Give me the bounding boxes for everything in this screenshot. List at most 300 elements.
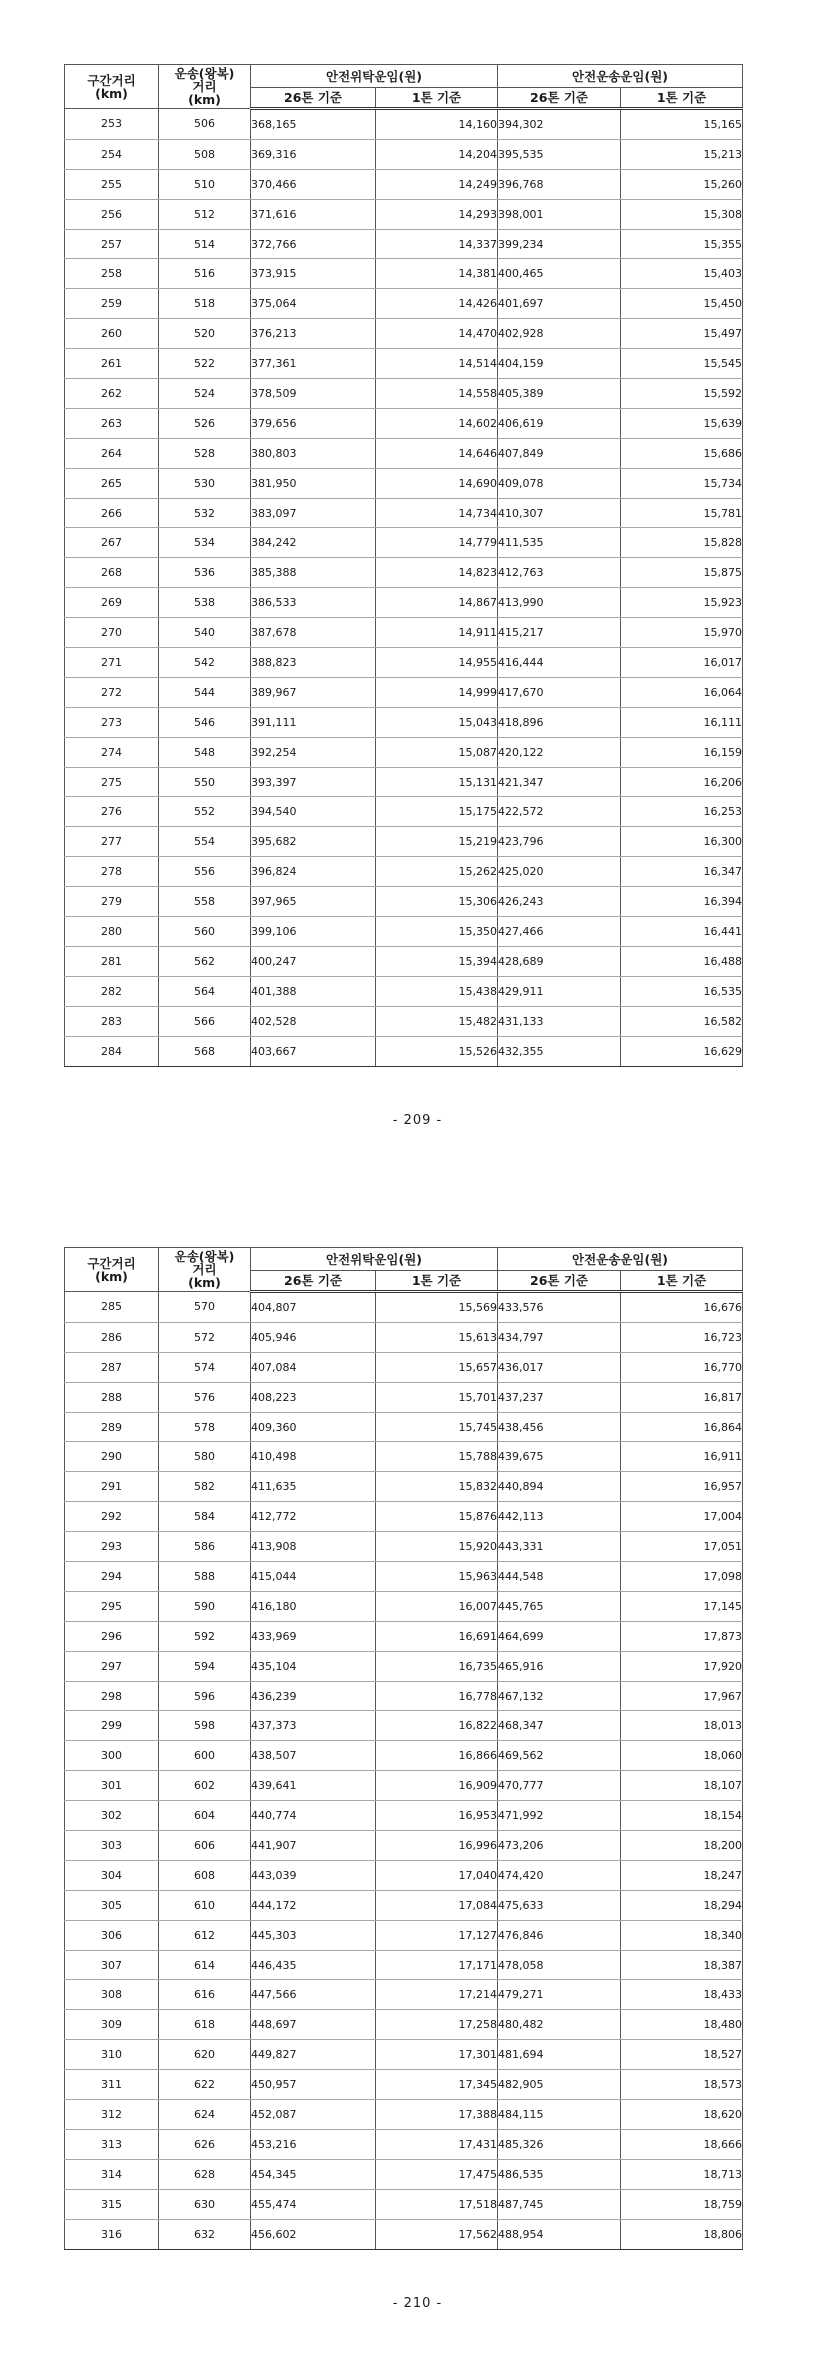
cell-transport-1t: 15,497 [621, 319, 743, 349]
cell-transport-1t: 17,873 [621, 1621, 743, 1651]
cell-section-km: 266 [65, 498, 159, 528]
table-row [65, 319, 743, 349]
cell-section-km: 312 [65, 2100, 159, 2130]
cell-consign-1t: 14,160 [376, 109, 498, 140]
table-row [65, 1562, 743, 1592]
cell-consign-1t: 15,526 [376, 1036, 498, 1066]
cell-round-trip-km: 612 [159, 1920, 251, 1950]
cell-round-trip-km: 526 [159, 408, 251, 438]
cell-consign-1t: 14,911 [376, 618, 498, 648]
header-transport-26t: 26톤 기준 [498, 1271, 621, 1292]
cell-consign-26t: 446,435 [251, 1950, 376, 1980]
cell-transport-26t: 488,954 [498, 2219, 621, 2249]
cell-transport-1t: 16,676 [621, 1292, 743, 1323]
cell-consign-1t: 16,866 [376, 1741, 498, 1771]
header-section-distance: 구간거리 (km) [65, 65, 159, 109]
cell-transport-26t: 428,689 [498, 946, 621, 976]
cell-consign-26t: 409,360 [251, 1412, 376, 1442]
cell-transport-26t: 484,115 [498, 2100, 621, 2130]
table-row [65, 1950, 743, 1980]
cell-round-trip-km: 518 [159, 289, 251, 319]
cell-consign-1t: 15,613 [376, 1322, 498, 1352]
cell-round-trip-km: 538 [159, 588, 251, 618]
cell-transport-1t: 16,394 [621, 887, 743, 917]
cell-round-trip-km: 584 [159, 1502, 251, 1532]
cell-section-km: 299 [65, 1711, 159, 1741]
cell-transport-1t: 16,017 [621, 648, 743, 678]
table-body [65, 1292, 743, 2250]
cell-consign-1t: 15,832 [376, 1472, 498, 1502]
cell-round-trip-km: 616 [159, 1980, 251, 2010]
cell-consign-1t: 17,345 [376, 2070, 498, 2100]
cell-transport-1t: 16,300 [621, 827, 743, 857]
cell-transport-1t: 16,629 [621, 1036, 743, 1066]
cell-consign-1t: 14,381 [376, 259, 498, 289]
cell-transport-1t: 16,441 [621, 917, 743, 947]
table-row [65, 408, 743, 438]
cell-round-trip-km: 568 [159, 1036, 251, 1066]
cell-consign-1t: 14,999 [376, 677, 498, 707]
cell-transport-1t: 15,165 [621, 109, 743, 140]
cell-round-trip-km: 632 [159, 2219, 251, 2249]
cell-section-km: 261 [65, 349, 159, 379]
cell-transport-26t: 470,777 [498, 1771, 621, 1801]
cell-transport-26t: 445,765 [498, 1591, 621, 1621]
table-row [65, 2219, 743, 2249]
table-row [65, 1502, 743, 1532]
cell-consign-26t: 388,823 [251, 648, 376, 678]
cell-section-km: 254 [65, 139, 159, 169]
cell-section-km: 263 [65, 408, 159, 438]
cell-consign-1t: 14,337 [376, 229, 498, 259]
cell-transport-1t: 18,480 [621, 2010, 743, 2040]
cell-transport-1t: 16,253 [621, 797, 743, 827]
cell-transport-26t: 401,697 [498, 289, 621, 319]
cell-round-trip-km: 580 [159, 1442, 251, 1472]
cell-section-km: 302 [65, 1801, 159, 1831]
cell-consign-26t: 379,656 [251, 408, 376, 438]
cell-consign-26t: 437,373 [251, 1711, 376, 1741]
cell-round-trip-km: 604 [159, 1801, 251, 1831]
cell-round-trip-km: 622 [159, 2070, 251, 2100]
cell-round-trip-km: 590 [159, 1591, 251, 1621]
cell-round-trip-km: 522 [159, 349, 251, 379]
cell-section-km: 256 [65, 199, 159, 229]
cell-transport-26t: 473,206 [498, 1831, 621, 1861]
cell-consign-26t: 444,172 [251, 1890, 376, 1920]
page-number: - 210 - [392, 2296, 443, 2311]
cell-round-trip-km: 596 [159, 1681, 251, 1711]
table-row [65, 1532, 743, 1562]
cell-section-km: 279 [65, 887, 159, 917]
cell-section-km: 297 [65, 1651, 159, 1681]
cell-consign-1t: 17,475 [376, 2159, 498, 2189]
cell-transport-1t: 15,781 [621, 498, 743, 528]
cell-transport-26t: 425,020 [498, 857, 621, 887]
table-row [65, 229, 743, 259]
cell-consign-26t: 416,180 [251, 1591, 376, 1621]
cell-transport-1t: 16,723 [621, 1322, 743, 1352]
cell-transport-1t: 18,620 [621, 2100, 743, 2130]
cell-consign-26t: 399,106 [251, 917, 376, 947]
cell-consign-26t: 378,509 [251, 379, 376, 409]
cell-consign-1t: 14,779 [376, 528, 498, 558]
cell-consign-1t: 14,293 [376, 199, 498, 229]
cell-round-trip-km: 540 [159, 618, 251, 648]
cell-section-km: 271 [65, 648, 159, 678]
cell-consign-26t: 377,361 [251, 349, 376, 379]
cell-consign-26t: 368,165 [251, 109, 376, 140]
table-row [65, 1681, 743, 1711]
cell-section-km: 296 [65, 1621, 159, 1651]
cell-transport-26t: 434,797 [498, 1322, 621, 1352]
cell-transport-1t: 16,535 [621, 976, 743, 1006]
table-row [65, 289, 743, 319]
cell-transport-1t: 17,920 [621, 1651, 743, 1681]
cell-consign-26t: 373,915 [251, 259, 376, 289]
cell-transport-26t: 398,001 [498, 199, 621, 229]
cell-transport-26t: 426,243 [498, 887, 621, 917]
table-row [65, 1860, 743, 1890]
cell-round-trip-km: 598 [159, 1711, 251, 1741]
cell-consign-26t: 454,345 [251, 2159, 376, 2189]
cell-round-trip-km: 618 [159, 2010, 251, 2040]
cell-consign-1t: 15,569 [376, 1292, 498, 1323]
cell-consign-1t: 17,171 [376, 1950, 498, 1980]
fare-table [64, 1247, 743, 2250]
table-row [65, 528, 743, 558]
cell-consign-1t: 17,258 [376, 2010, 498, 2040]
table-row [65, 797, 743, 827]
cell-consign-26t: 371,616 [251, 199, 376, 229]
cell-transport-26t: 422,572 [498, 797, 621, 827]
cell-consign-26t: 443,039 [251, 1860, 376, 1890]
cell-consign-1t: 15,920 [376, 1532, 498, 1562]
cell-section-km: 308 [65, 1980, 159, 2010]
cell-transport-26t: 464,699 [498, 1621, 621, 1651]
cell-round-trip-km: 548 [159, 737, 251, 767]
cell-consign-26t: 385,388 [251, 558, 376, 588]
table-row [65, 588, 743, 618]
cell-transport-1t: 16,347 [621, 857, 743, 887]
cell-consign-1t: 14,823 [376, 558, 498, 588]
cell-transport-1t: 16,957 [621, 1472, 743, 1502]
cell-consign-26t: 391,111 [251, 707, 376, 737]
cell-section-km: 283 [65, 1006, 159, 1036]
table-row [65, 737, 743, 767]
cell-consign-1t: 15,701 [376, 1382, 498, 1412]
cell-consign-1t: 17,562 [376, 2219, 498, 2249]
table-row [65, 498, 743, 528]
cell-transport-26t: 437,237 [498, 1382, 621, 1412]
cell-consign-1t: 16,691 [376, 1621, 498, 1651]
cell-round-trip-km: 516 [159, 259, 251, 289]
cell-transport-26t: 480,482 [498, 2010, 621, 2040]
cell-transport-1t: 15,875 [621, 558, 743, 588]
cell-round-trip-km: 602 [159, 1771, 251, 1801]
cell-consign-1t: 15,788 [376, 1442, 498, 1472]
cell-transport-1t: 17,145 [621, 1591, 743, 1621]
cell-section-km: 275 [65, 767, 159, 797]
table-row [65, 857, 743, 887]
cell-round-trip-km: 608 [159, 1860, 251, 1890]
cell-transport-26t: 420,122 [498, 737, 621, 767]
cell-transport-1t: 18,154 [621, 1801, 743, 1831]
cell-transport-26t: 406,619 [498, 408, 621, 438]
cell-transport-1t: 15,970 [621, 618, 743, 648]
cell-consign-26t: 408,223 [251, 1382, 376, 1412]
cell-consign-26t: 375,064 [251, 289, 376, 319]
cell-section-km: 303 [65, 1831, 159, 1861]
cell-consign-26t: 435,104 [251, 1651, 376, 1681]
cell-transport-1t: 15,923 [621, 588, 743, 618]
cell-section-km: 316 [65, 2219, 159, 2249]
cell-section-km: 268 [65, 558, 159, 588]
table-row [65, 2040, 743, 2070]
cell-section-km: 307 [65, 1950, 159, 1980]
cell-consign-26t: 393,397 [251, 767, 376, 797]
cell-consign-26t: 450,957 [251, 2070, 376, 2100]
cell-transport-26t: 479,271 [498, 1980, 621, 2010]
cell-transport-26t: 475,633 [498, 1890, 621, 1920]
cell-consign-26t: 396,824 [251, 857, 376, 887]
cell-consign-26t: 397,965 [251, 887, 376, 917]
table-row [65, 379, 743, 409]
cell-consign-1t: 16,996 [376, 1831, 498, 1861]
cell-section-km: 284 [65, 1036, 159, 1066]
table-row [65, 1621, 743, 1651]
cell-section-km: 281 [65, 946, 159, 976]
cell-consign-26t: 412,772 [251, 1502, 376, 1532]
table-row [65, 1006, 743, 1036]
cell-transport-26t: 412,763 [498, 558, 621, 588]
cell-consign-1t: 15,262 [376, 857, 498, 887]
cell-section-km: 272 [65, 677, 159, 707]
cell-transport-1t: 15,639 [621, 408, 743, 438]
cell-consign-26t: 381,950 [251, 468, 376, 498]
cell-section-km: 289 [65, 1412, 159, 1442]
cell-section-km: 277 [65, 827, 159, 857]
cell-consign-1t: 15,175 [376, 797, 498, 827]
cell-round-trip-km: 570 [159, 1292, 251, 1323]
cell-round-trip-km: 514 [159, 229, 251, 259]
cell-consign-26t: 376,213 [251, 319, 376, 349]
cell-section-km: 280 [65, 917, 159, 947]
table-row [65, 1890, 743, 1920]
cell-transport-26t: 465,916 [498, 1651, 621, 1681]
cell-section-km: 285 [65, 1292, 159, 1323]
cell-consign-26t: 387,678 [251, 618, 376, 648]
cell-section-km: 309 [65, 2010, 159, 2040]
cell-section-km: 276 [65, 797, 159, 827]
cell-transport-1t: 18,107 [621, 1771, 743, 1801]
cell-transport-26t: 416,444 [498, 648, 621, 678]
cell-round-trip-km: 530 [159, 468, 251, 498]
table-row [65, 1771, 743, 1801]
table-row [65, 2159, 743, 2189]
cell-section-km: 273 [65, 707, 159, 737]
cell-transport-1t: 18,433 [621, 1980, 743, 2010]
cell-transport-26t: 485,326 [498, 2129, 621, 2159]
cell-section-km: 262 [65, 379, 159, 409]
page-210 [0, 1183, 835, 2366]
table-row [65, 1980, 743, 2010]
cell-transport-1t: 15,828 [621, 528, 743, 558]
table-row [65, 1651, 743, 1681]
cell-consign-26t: 438,507 [251, 1741, 376, 1771]
cell-section-km: 301 [65, 1771, 159, 1801]
cell-transport-1t: 15,592 [621, 379, 743, 409]
cell-transport-1t: 15,213 [621, 139, 743, 169]
cell-transport-1t: 15,545 [621, 349, 743, 379]
cell-consign-1t: 14,514 [376, 349, 498, 379]
cell-transport-26t: 486,535 [498, 2159, 621, 2189]
table-row [65, 1591, 743, 1621]
cell-transport-1t: 15,734 [621, 468, 743, 498]
table-row [65, 1412, 743, 1442]
header-round-trip-distance: 운송(왕복) 거리 (km) [159, 1248, 251, 1292]
cell-section-km: 253 [65, 109, 159, 140]
cell-consign-1t: 14,734 [376, 498, 498, 528]
cell-round-trip-km: 544 [159, 677, 251, 707]
table-row [65, 1472, 743, 1502]
cell-consign-26t: 445,303 [251, 1920, 376, 1950]
header-safety-consignment-fare: 안전위탁운임(원) [251, 65, 498, 88]
cell-section-km: 260 [65, 319, 159, 349]
cell-round-trip-km: 578 [159, 1412, 251, 1442]
table-row [65, 2100, 743, 2130]
cell-transport-26t: 423,796 [498, 827, 621, 857]
cell-transport-26t: 400,465 [498, 259, 621, 289]
cell-consign-1t: 16,953 [376, 1801, 498, 1831]
cell-round-trip-km: 572 [159, 1322, 251, 1352]
cell-consign-26t: 380,803 [251, 438, 376, 468]
fare-table [64, 64, 743, 1067]
cell-consign-1t: 14,558 [376, 379, 498, 409]
cell-consign-1t: 14,955 [376, 648, 498, 678]
cell-transport-26t: 436,017 [498, 1352, 621, 1382]
table-body [65, 109, 743, 1067]
cell-transport-26t: 395,535 [498, 139, 621, 169]
cell-transport-1t: 16,206 [621, 767, 743, 797]
cell-round-trip-km: 614 [159, 1950, 251, 1980]
cell-transport-26t: 394,302 [498, 109, 621, 140]
cell-transport-1t: 18,294 [621, 1890, 743, 1920]
cell-section-km: 287 [65, 1352, 159, 1382]
cell-consign-26t: 383,097 [251, 498, 376, 528]
cell-transport-26t: 427,466 [498, 917, 621, 947]
cell-transport-26t: 417,670 [498, 677, 621, 707]
cell-section-km: 258 [65, 259, 159, 289]
table-row [65, 1741, 743, 1771]
cell-consign-1t: 14,426 [376, 289, 498, 319]
cell-round-trip-km: 562 [159, 946, 251, 976]
cell-transport-1t: 18,713 [621, 2159, 743, 2189]
table-row [65, 199, 743, 229]
cell-consign-1t: 15,963 [376, 1562, 498, 1592]
cell-round-trip-km: 576 [159, 1382, 251, 1412]
cell-section-km: 270 [65, 618, 159, 648]
cell-section-km: 305 [65, 1890, 159, 1920]
cell-transport-1t: 18,387 [621, 1950, 743, 1980]
cell-transport-1t: 16,159 [621, 737, 743, 767]
cell-round-trip-km: 536 [159, 558, 251, 588]
table-row [65, 2070, 743, 2100]
cell-round-trip-km: 524 [159, 379, 251, 409]
cell-round-trip-km: 564 [159, 976, 251, 1006]
cell-round-trip-km: 556 [159, 857, 251, 887]
cell-round-trip-km: 506 [159, 109, 251, 140]
header-consign-26t: 26톤 기준 [251, 88, 376, 109]
cell-section-km: 291 [65, 1472, 159, 1502]
header-consign-1t: 1톤 기준 [376, 1271, 498, 1292]
cell-consign-26t: 439,641 [251, 1771, 376, 1801]
cell-consign-26t: 449,827 [251, 2040, 376, 2070]
cell-consign-1t: 17,388 [376, 2100, 498, 2130]
cell-section-km: 311 [65, 2070, 159, 2100]
cell-transport-1t: 15,308 [621, 199, 743, 229]
cell-section-km: 295 [65, 1591, 159, 1621]
cell-consign-26t: 456,602 [251, 2219, 376, 2249]
cell-round-trip-km: 624 [159, 2100, 251, 2130]
table-row [65, 946, 743, 976]
cell-section-km: 294 [65, 1562, 159, 1592]
cell-transport-1t: 18,759 [621, 2189, 743, 2219]
cell-transport-26t: 431,133 [498, 1006, 621, 1036]
cell-transport-1t: 15,260 [621, 169, 743, 199]
cell-consign-26t: 452,087 [251, 2100, 376, 2130]
table-row [65, 827, 743, 857]
cell-round-trip-km: 520 [159, 319, 251, 349]
cell-transport-26t: 405,389 [498, 379, 621, 409]
cell-round-trip-km: 588 [159, 1562, 251, 1592]
cell-consign-1t: 15,482 [376, 1006, 498, 1036]
cell-consign-1t: 15,350 [376, 917, 498, 947]
cell-consign-26t: 440,774 [251, 1801, 376, 1831]
cell-consign-26t: 400,247 [251, 946, 376, 976]
table-row [65, 1711, 743, 1741]
page-number: - 209 - [392, 1113, 443, 1128]
table-row [65, 1801, 743, 1831]
table-row [65, 2129, 743, 2159]
cell-section-km: 286 [65, 1322, 159, 1352]
table-row [65, 1831, 743, 1861]
cell-round-trip-km: 534 [159, 528, 251, 558]
cell-round-trip-km: 554 [159, 827, 251, 857]
cell-consign-26t: 402,528 [251, 1006, 376, 1036]
cell-transport-26t: 429,911 [498, 976, 621, 1006]
cell-consign-26t: 401,388 [251, 976, 376, 1006]
cell-transport-1t: 18,247 [621, 1860, 743, 1890]
cell-transport-26t: 413,990 [498, 588, 621, 618]
cell-transport-1t: 15,686 [621, 438, 743, 468]
cell-transport-26t: 404,159 [498, 349, 621, 379]
cell-consign-26t: 411,635 [251, 1472, 376, 1502]
cell-consign-1t: 17,214 [376, 1980, 498, 2010]
cell-transport-1t: 15,450 [621, 289, 743, 319]
cell-transport-1t: 18,573 [621, 2070, 743, 2100]
cell-section-km: 300 [65, 1741, 159, 1771]
cell-consign-26t: 453,216 [251, 2129, 376, 2159]
cell-consign-1t: 15,876 [376, 1502, 498, 1532]
table-row [65, 109, 743, 140]
cell-round-trip-km: 532 [159, 498, 251, 528]
header-round-trip-distance: 운송(왕복) 거리 (km) [159, 65, 251, 109]
cell-transport-26t: 440,894 [498, 1472, 621, 1502]
cell-section-km: 274 [65, 737, 159, 767]
cell-transport-1t: 16,582 [621, 1006, 743, 1036]
table-row [65, 438, 743, 468]
